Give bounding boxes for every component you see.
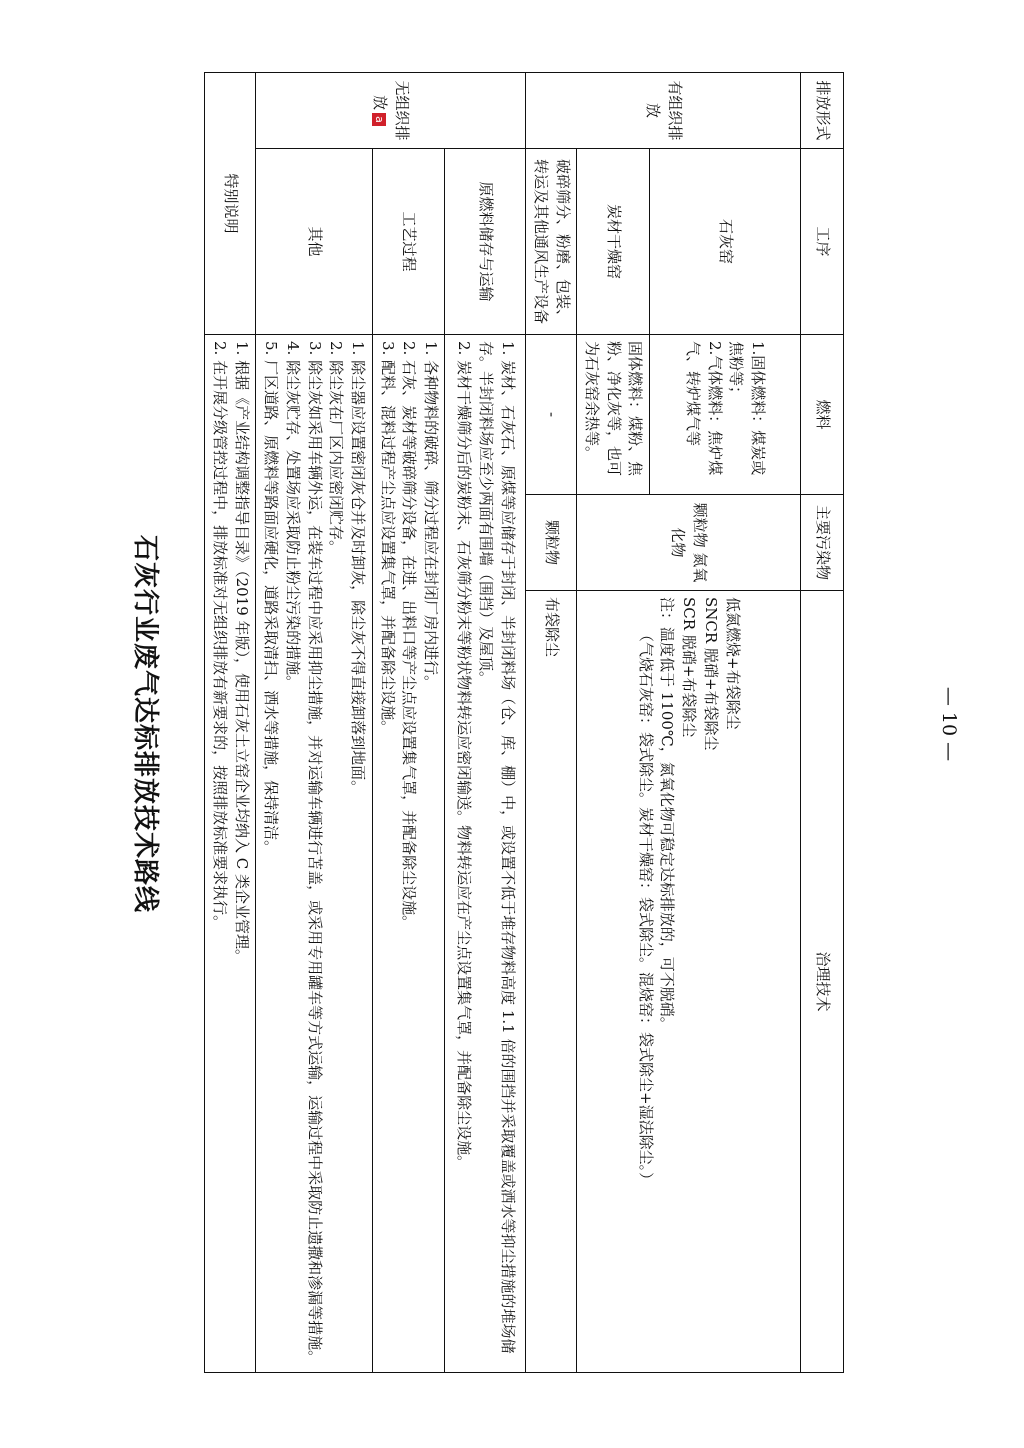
emission-tech-table xyxy=(204,72,844,1373)
document-title: 石灰行业废气达标排放技术路线 xyxy=(130,534,160,913)
measure-line: 2. 石灰、炭材等破碎筛分设备，在进、出料口等产尘点应设置集气罩，并配备除尘设施。 xyxy=(400,341,419,931)
dryer-fuel: 固体燃料：煤粉、焦粉、净化灰等，也可为石灰窑余热等。 xyxy=(576,335,649,495)
unorganized-form-label: 无组织排放 xyxy=(371,80,412,141)
tech-line: SNCR 脱硝+布袋除尘 xyxy=(701,597,720,751)
tech-line: 低氮燃烧+布袋除尘 xyxy=(723,597,742,730)
header-form: 排放形式 xyxy=(800,73,843,149)
header-row xyxy=(800,73,843,1373)
page-number: — 10 — xyxy=(938,686,960,762)
measure-line: 1. 炭材、石灰石、原煤等应储存于封闭、半封闭料场（仓、库、棚）中，或设置不低于堆存物料高度 1.1 倍的围挡并采取覆盖或洒水等抑尘措施的堆场储存。半封闭料场应至少两面有围墙（围挡）及屋顶。 xyxy=(477,341,517,1354)
tech-note-sub: （气烧石灰窑：袋式除尘。炭材干燥窑：袋式除尘。混烧窑：袋式除尘+湿法除尘。） xyxy=(636,627,655,1188)
storage-measures xyxy=(445,335,526,1373)
header-pollutant: 主要污染物 xyxy=(800,495,843,591)
special-line: 2. 在开展分级管控过程中，排放标准对无组织排放有新要求的，按照排放标准要求执行。 xyxy=(210,341,229,931)
organized-form-cell: 有组织排放 xyxy=(525,73,800,149)
crush-process: 破碎筛分、粉磨、包装、转运及其他通风生产设备 xyxy=(525,149,576,335)
kiln-fuel-line: 2.气体燃料：焦炉煤气、转炉煤气等 xyxy=(683,341,724,476)
table-row xyxy=(205,73,256,1373)
measure-line: 1. 各种物料的破碎、筛分过程应在封闭厂房内进行。 xyxy=(422,341,441,691)
special-line: 1. 根据《产业结构调整指导目录》（2019 年版），使用石灰土立窑企业均纳入 C 类企业管理。 xyxy=(232,341,251,965)
measure-line: 4. 除尘灰贮存、处置场应采取防止粉尘污染的措施。 xyxy=(283,341,302,691)
dryer-process: 炭材干燥窑 xyxy=(576,149,649,335)
kiln-fuel-line: 1.固体燃料：煤炭或焦粉等； xyxy=(727,341,768,476)
tech-note: 注：温度低于 1100℃，氮氧化物可稳定达标排放的，可不脱硝。 xyxy=(658,597,677,1032)
measure-line: 3. 配料、混料过程产尘点应设置集气罩，并配备除尘设施。 xyxy=(378,341,397,736)
kiln-process: 石灰窑 xyxy=(649,149,800,335)
measure-line: 2. 炭材干燥筛分后的炭粉末、石灰筛分粉末等粉状物料转运应密闭输送。物料转运应在产尘点设置集气罩，并配备除尘设施。 xyxy=(455,341,474,1171)
crush-fuel: - xyxy=(525,335,576,495)
other-process: 其他 xyxy=(255,149,372,335)
kiln-fuel xyxy=(649,335,800,495)
kiln-tech xyxy=(576,591,800,1373)
unorganized-form-cell xyxy=(255,73,525,149)
special-label: 特别说明 xyxy=(205,73,256,335)
craft-measures xyxy=(372,335,445,1373)
header-tech: 治理技术 xyxy=(800,591,843,1373)
other-measures xyxy=(255,335,372,1373)
header-fuel: 燃料 xyxy=(800,335,843,495)
measure-line: 2. 除尘灰在厂区内应密闭贮存。 xyxy=(327,341,346,556)
crush-pollutant: 颗粒物 xyxy=(525,495,576,591)
header-process: 工序 xyxy=(800,149,843,335)
table-row xyxy=(445,73,526,1373)
measure-line: 3. 除尘灰如采用车辆外运，在装车过程中应采用抑尘措施，并对运输车辆进行苫盖，或采用专用罐车等方式运输，运输过程中采取防止遗撒和渗漏等措施。 xyxy=(305,341,324,1366)
measure-line: 1. 除尘器应设置密闭灰仓并及时卸灰，除尘灰不得直接卸落到地面。 xyxy=(349,341,368,796)
table-row xyxy=(525,73,576,1373)
table-row xyxy=(649,73,800,1373)
measure-line: 5. 厂区道路、原燃料等路面应硬化，道路采取清扫、洒水等措施，保持清洁。 xyxy=(262,341,281,856)
table-row xyxy=(372,73,445,1373)
storage-process: 原燃料储存与运输 xyxy=(445,149,526,335)
kiln-pollutant: 颗粒物 氮氧化物 xyxy=(576,495,800,591)
craft-process: 工艺过程 xyxy=(372,149,445,335)
table-row xyxy=(255,73,372,1373)
crush-tech: 布袋除尘 xyxy=(525,591,576,1373)
special-notes xyxy=(205,335,256,1373)
tech-line: SCR 脱硝+布袋除尘 xyxy=(680,597,699,738)
footnote-badge: a xyxy=(372,113,386,126)
